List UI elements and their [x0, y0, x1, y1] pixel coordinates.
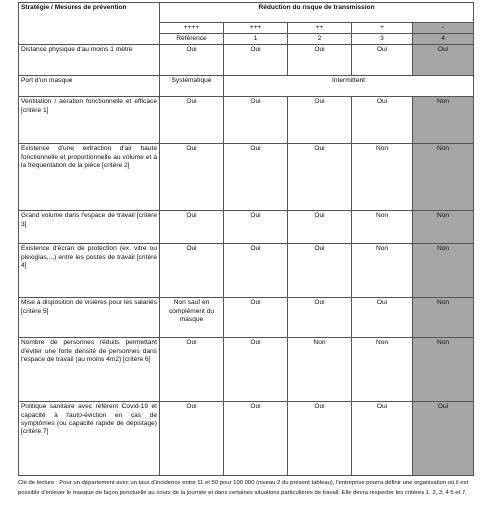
row-label-masque: Port d'un masque [19, 76, 160, 97]
strategy-header: Stratégie / Mesures de prévention [19, 3, 160, 45]
cell-value: Oui [160, 244, 224, 298]
cell-value: Non [413, 97, 474, 144]
cell-value: Non [413, 144, 474, 211]
cell-value: Oui [224, 144, 288, 211]
cell-value: Non [352, 338, 413, 402]
cell-value: Non [413, 244, 474, 298]
cell-value: Oui [224, 97, 288, 144]
cell-value: Oui [352, 402, 413, 476]
cell-value: Oui [352, 45, 413, 76]
cell-value: Oui [413, 45, 474, 76]
level-symbol: ++++ [160, 23, 224, 34]
cell-intermittent: Intermittent [224, 76, 474, 97]
level-number: 1 [224, 34, 288, 45]
row-label-distance: Distance physique d'au moins 1 mètre [19, 45, 160, 76]
cell-value: Oui [224, 211, 288, 244]
criterion-label: Politique sanitaire avec référent Covid-19 et capacité à l'auto-éviction en cas de symptômes (ou capacité rapide de dépistage) [critère 7] [19, 402, 160, 476]
level-symbol: - [413, 23, 474, 34]
cell-value: Oui [288, 402, 352, 476]
cell-value: Oui [288, 144, 352, 211]
level-symbol: +++ [224, 23, 288, 34]
cell-value: Oui [224, 45, 288, 76]
level-symbol: ++ [288, 23, 352, 34]
cell-value: Oui [288, 244, 352, 298]
cell-value: Non [352, 211, 413, 244]
cell-value: Oui [288, 97, 352, 144]
reading-key-note: Clé de lecture : Pour un département avec un taux d'incidence entre 11 et 50 pour 100 000 (niveau 2 du présent tableau), l'entreprise pourra définir une organisation où il est possible d'enlever le masque de façon ponctuelle au cours de la journée et dans certaines situations particulières de travail. Elle devra respecter les critères 1, 2, 3, 4 5 et 7. [18, 480, 469, 497]
cell-value: Oui [160, 144, 224, 211]
cell-value: Oui [413, 402, 474, 476]
cell-value: Oui [224, 338, 288, 402]
risk-reduction-header: Réduction du risque de transmission [160, 3, 474, 23]
criterion-label: Mise à disposition de visières pour les salariés [critère 5] [19, 298, 160, 338]
cell-value: Non sauf en complément du masque [160, 298, 224, 338]
level-number: Référence [160, 34, 224, 45]
cell-value: Oui [160, 211, 224, 244]
criterion-label: Existence d'écran de protection (ex. vitre ou plexiglas,...) entre les postes de travail [critère 4] [19, 244, 160, 298]
criterion-label: Ventilation / aération fonctionnelle et efficace [critère 1] [19, 97, 160, 144]
cell-value: Oui [352, 298, 413, 338]
cell-value: Non [413, 298, 474, 338]
level-symbol: + [352, 23, 413, 34]
criterion-label: Nombre de personnes réduits permettant d'éviter une forte densité de personnes dans l'espace de travail (au moins 4m2) [critère 6] [19, 338, 160, 402]
criterion-label: Existence d'une extraction d'air haute fonctionnelle et proportionnelle au volume et à la fréquentation de la pièce [critère 2] [19, 144, 160, 211]
cell-value: Non [413, 211, 474, 244]
cell-value: Oui [224, 244, 288, 298]
cell-value: Oui [224, 402, 288, 476]
cell-value: Oui [352, 97, 413, 144]
cell-value: Non [413, 338, 474, 402]
cell-value: Non [352, 144, 413, 211]
level-number: 3 [352, 34, 413, 45]
cell-value: Non [352, 244, 413, 298]
level-number: 2 [288, 34, 352, 45]
cell-systematic: Systématique [160, 76, 224, 97]
prevention-table [18, 2, 474, 476]
cell-value: Oui [288, 298, 352, 338]
cell-value: Oui [160, 97, 224, 144]
cell-value: Oui [288, 45, 352, 76]
cell-value: Oui [224, 298, 288, 338]
level-number: 4 [413, 34, 474, 45]
criterion-label: Grand volume dans l'espace de travail [critère 3] [19, 211, 160, 244]
cell-value: Oui [160, 338, 224, 402]
cell-value: Oui [288, 211, 352, 244]
cell-value: Oui [160, 45, 224, 76]
cell-value: Non [288, 338, 352, 402]
cell-value: Oui [160, 402, 224, 476]
